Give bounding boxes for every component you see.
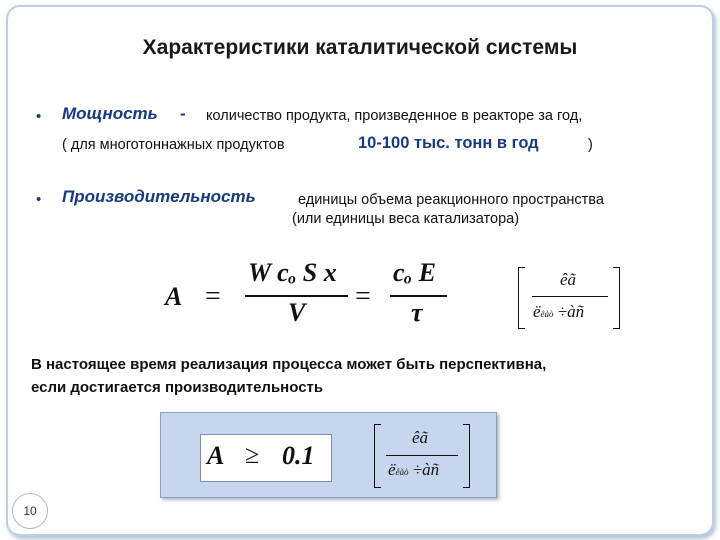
condition-unit-numerator: êã: [412, 428, 429, 447]
condition-operator: ≥: [245, 440, 260, 469]
productivity-definition-line1: единицы объема реакционного пространства: [298, 192, 604, 208]
term-power-dash: -: [180, 104, 186, 123]
unit-denominator: ëêàò ÷àñ: [533, 302, 585, 321]
formula-frac1-line: [245, 295, 348, 297]
formula-eq2: =: [355, 281, 371, 312]
unit-frac-line: [532, 296, 608, 297]
condition-bracket-left: [374, 424, 381, 488]
unit-bracket-right: [613, 267, 620, 329]
formula-frac2-numerator: cₒ E: [393, 258, 436, 287]
unit-numerator: êã: [560, 270, 577, 289]
term-productivity: Производительность: [62, 187, 256, 206]
power-definition: количество продукта, произведенное в реакторе за год,: [206, 108, 583, 124]
formula-lhs: A: [165, 282, 183, 311]
conclusion-line2: если достигается производительность: [31, 379, 324, 396]
formula-frac2-line: [390, 295, 447, 297]
formula-frac1-denominator: V: [288, 298, 306, 327]
bullet-dot-2: •: [36, 191, 42, 208]
condition-lhs: A: [207, 441, 225, 470]
power-note-value: 10-100 тыс. тонн в год: [358, 134, 539, 152]
conclusion-line1: В настоящее время реализация процесса может быть перспективна,: [31, 356, 547, 373]
formula-eq1: =: [205, 281, 221, 312]
slide-title: Характеристики каталитической системы: [142, 36, 578, 59]
condition-bracket-right: [463, 424, 470, 488]
condition-unit-denominator: ëêàò ÷àñ: [388, 460, 440, 479]
slide-number-badge: 10: [12, 493, 48, 529]
productivity-definition-line2: (или единицы веса катализатора): [292, 211, 520, 227]
formula-frac1-numerator: W cₒ S x: [248, 258, 337, 287]
unit-bracket-left: [518, 267, 525, 329]
condition-unit-frac-line: [386, 455, 458, 456]
formula-frac2-denominator: τ: [411, 298, 423, 327]
bullet-dot-1: •: [36, 108, 42, 125]
conclusion-text: [31, 353, 691, 399]
condition-value: 0.1: [282, 441, 315, 470]
power-note-open: ( для многотоннажных продуктов: [62, 137, 285, 153]
power-note-close: ): [588, 137, 593, 153]
term-power: Мощность: [62, 104, 158, 123]
